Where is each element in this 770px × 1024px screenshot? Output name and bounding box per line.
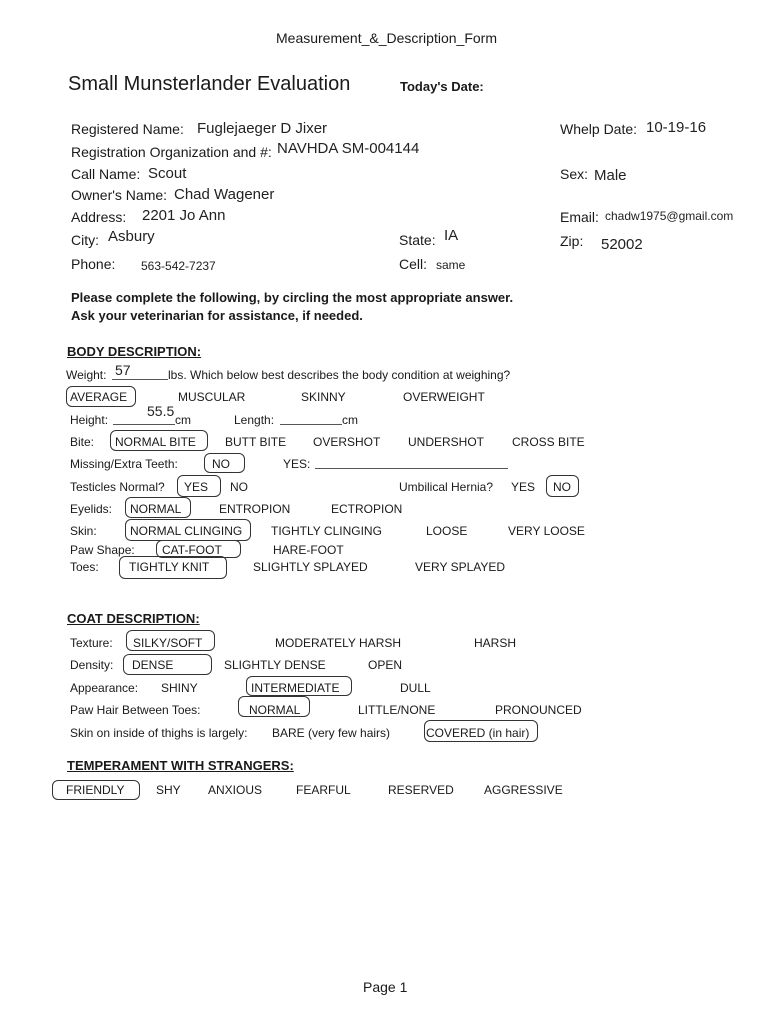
- paw-hair-normal[interactable]: NORMAL: [249, 703, 301, 717]
- height-value[interactable]: 55.5: [147, 403, 175, 419]
- paw-hare-foot[interactable]: HARE-FOOT: [273, 543, 344, 557]
- bite-label: Bite:: [70, 435, 95, 449]
- temperament-anxious[interactable]: ANXIOUS: [208, 783, 263, 797]
- owners-name-label: Owner's Name:: [71, 187, 168, 203]
- bite-cross[interactable]: CROSS BITE: [512, 435, 585, 449]
- teeth-yes-line: [315, 468, 508, 469]
- texture-silky-soft[interactable]: SILKY/SOFT: [133, 636, 203, 650]
- bite-normal[interactable]: NORMAL BITE: [115, 435, 196, 449]
- testicles-label: Testicles Normal?: [70, 480, 165, 494]
- density-open[interactable]: OPEN: [368, 658, 403, 672]
- phone-label: Phone:: [71, 256, 116, 272]
- form-title: Small Munsterlander Evaluation: [68, 73, 351, 95]
- condition-skinny[interactable]: SKINNY: [301, 390, 346, 404]
- state-value[interactable]: IA: [444, 227, 459, 244]
- address-label: Address:: [71, 209, 127, 225]
- paw-hair-label: Paw Hair Between Toes:: [70, 703, 201, 717]
- phone-value[interactable]: 563-542-7237: [141, 259, 216, 273]
- paw-cat-foot[interactable]: CAT-FOOT: [162, 543, 222, 557]
- bite-undershot[interactable]: UNDERSHOT: [408, 435, 485, 449]
- paw-hair-little-none[interactable]: LITTLE/NONE: [358, 703, 436, 717]
- registration-label: Registration Organization and #:: [71, 144, 272, 160]
- skin-loose[interactable]: LOOSE: [426, 524, 468, 538]
- body-description-heading: BODY DESCRIPTION:: [67, 344, 202, 359]
- temperament-heading: TEMPERAMENT WITH STRANGERS:: [67, 758, 294, 773]
- appearance-label: Appearance:: [70, 681, 139, 695]
- height-label: Height:: [70, 413, 109, 427]
- city-value[interactable]: Asbury: [108, 228, 155, 245]
- registration-value[interactable]: NAVHDA SM-004144: [277, 140, 420, 157]
- registered-name-label: Registered Name:: [71, 121, 184, 137]
- instructions-line1: Please complete the following, by circling the most appropriate answer.: [71, 290, 514, 305]
- testicles-yes[interactable]: YES: [184, 480, 209, 494]
- temperament-aggressive[interactable]: AGGRESSIVE: [484, 783, 563, 797]
- toes-slightly-splayed[interactable]: SLIGHTLY SPLAYED: [253, 560, 368, 574]
- registered-name-value[interactable]: Fuglejaeger D Jixer: [197, 120, 328, 137]
- city-label: City:: [71, 232, 99, 248]
- teeth-no[interactable]: NO: [212, 457, 230, 471]
- eyelids-label: Eyelids:: [70, 502, 113, 516]
- cell-label: Cell:: [399, 256, 428, 272]
- density-dense[interactable]: DENSE: [132, 658, 174, 672]
- temperament-reserved[interactable]: RESERVED: [388, 783, 454, 797]
- weight-suffix: lbs. Which below best describes the body condition at weighing?: [168, 368, 511, 382]
- zip-value[interactable]: 52002: [601, 236, 643, 253]
- appearance-shiny[interactable]: SHINY: [161, 681, 198, 695]
- page-number: Page 1: [363, 979, 408, 995]
- texture-moderately-harsh[interactable]: MODERATELY HARSH: [275, 636, 402, 650]
- temperament-fearful[interactable]: FEARFUL: [296, 783, 351, 797]
- bite-butt[interactable]: BUTT BITE: [225, 435, 287, 449]
- hernia-label: Umbilical Hernia?: [399, 480, 494, 494]
- density-label: Density:: [70, 658, 114, 672]
- email-label: Email:: [560, 209, 599, 225]
- skin-very-loose[interactable]: VERY LOOSE: [508, 524, 585, 538]
- skin-tightly-clinging[interactable]: TIGHTLY CLINGING: [271, 524, 382, 538]
- appearance-dull[interactable]: DULL: [400, 681, 431, 695]
- skin-normal-clinging[interactable]: NORMAL CLINGING: [130, 524, 243, 538]
- call-name-label: Call Name:: [71, 166, 141, 182]
- thighs-bare[interactable]: BARE (very few hairs): [272, 726, 391, 740]
- length-label: Length:: [234, 413, 275, 427]
- zip-label: Zip:: [560, 233, 584, 249]
- density-slightly-dense[interactable]: SLIGHTLY DENSE: [224, 658, 326, 672]
- length-unit: cm: [342, 413, 358, 427]
- toes-very-splayed[interactable]: VERY SPLAYED: [415, 560, 506, 574]
- length-line: [280, 424, 342, 425]
- instructions-line2: Ask your veterinarian for assistance, if needed.: [71, 308, 363, 323]
- hernia-no[interactable]: NO: [553, 480, 571, 494]
- bite-overshot[interactable]: OVERSHOT: [313, 435, 381, 449]
- texture-label: Texture:: [70, 636, 113, 650]
- call-name-value[interactable]: Scout: [148, 165, 187, 182]
- cell-value[interactable]: same: [436, 258, 466, 272]
- paw-hair-pronounced[interactable]: PRONOUNCED: [495, 703, 582, 717]
- testicles-no[interactable]: NO: [230, 480, 248, 494]
- appearance-intermediate[interactable]: INTERMEDIATE: [251, 681, 340, 695]
- todays-date-label: Today's Date:: [400, 79, 484, 94]
- temperament-friendly[interactable]: FRIENDLY: [66, 783, 125, 797]
- hernia-yes[interactable]: YES: [511, 480, 536, 494]
- condition-overweight[interactable]: OVERWEIGHT: [403, 390, 485, 404]
- teeth-label: Missing/Extra Teeth:: [70, 457, 178, 471]
- condition-muscular[interactable]: MUSCULAR: [178, 390, 246, 404]
- paw-shape-label: Paw Shape:: [70, 543, 135, 557]
- condition-average[interactable]: AVERAGE: [70, 390, 128, 404]
- whelp-date-label: Whelp Date:: [560, 121, 638, 137]
- weight-label: Weight:: [66, 368, 107, 382]
- owners-name-value[interactable]: Chad Wagener: [174, 186, 275, 203]
- eyelids-ectropion[interactable]: ECTROPION: [331, 502, 403, 516]
- eyelids-normal[interactable]: NORMAL: [130, 502, 182, 516]
- height-unit: cm: [175, 413, 191, 427]
- height-line: [113, 424, 175, 425]
- thighs-covered[interactable]: COVERED (in hair): [426, 726, 530, 740]
- address-value[interactable]: 2201 Jo Ann: [142, 207, 226, 224]
- skin-label: Skin:: [70, 524, 97, 538]
- email-value[interactable]: chadw1975@gmail.com: [605, 209, 734, 223]
- sex-label: Sex:: [560, 166, 589, 182]
- weight-line: [112, 379, 168, 380]
- teeth-yes[interactable]: YES:: [283, 457, 311, 471]
- whelp-date-value[interactable]: 10-19-16: [646, 119, 707, 136]
- eyelids-entropion[interactable]: ENTROPION: [219, 502, 291, 516]
- document-title: Measurement_&_Description_Form: [276, 30, 497, 46]
- toes-tightly-knit[interactable]: TIGHTLY KNIT: [129, 560, 210, 574]
- coat-description-heading: COAT DESCRIPTION:: [67, 611, 200, 626]
- texture-harsh[interactable]: HARSH: [474, 636, 517, 650]
- state-label: State:: [399, 232, 436, 248]
- sex-value[interactable]: Male: [594, 167, 627, 184]
- weight-value[interactable]: 57: [115, 362, 131, 378]
- thighs-label: Skin on inside of thighs is largely:: [70, 726, 248, 740]
- toes-label: Toes:: [70, 560, 99, 574]
- temperament-shy[interactable]: SHY: [156, 783, 181, 797]
